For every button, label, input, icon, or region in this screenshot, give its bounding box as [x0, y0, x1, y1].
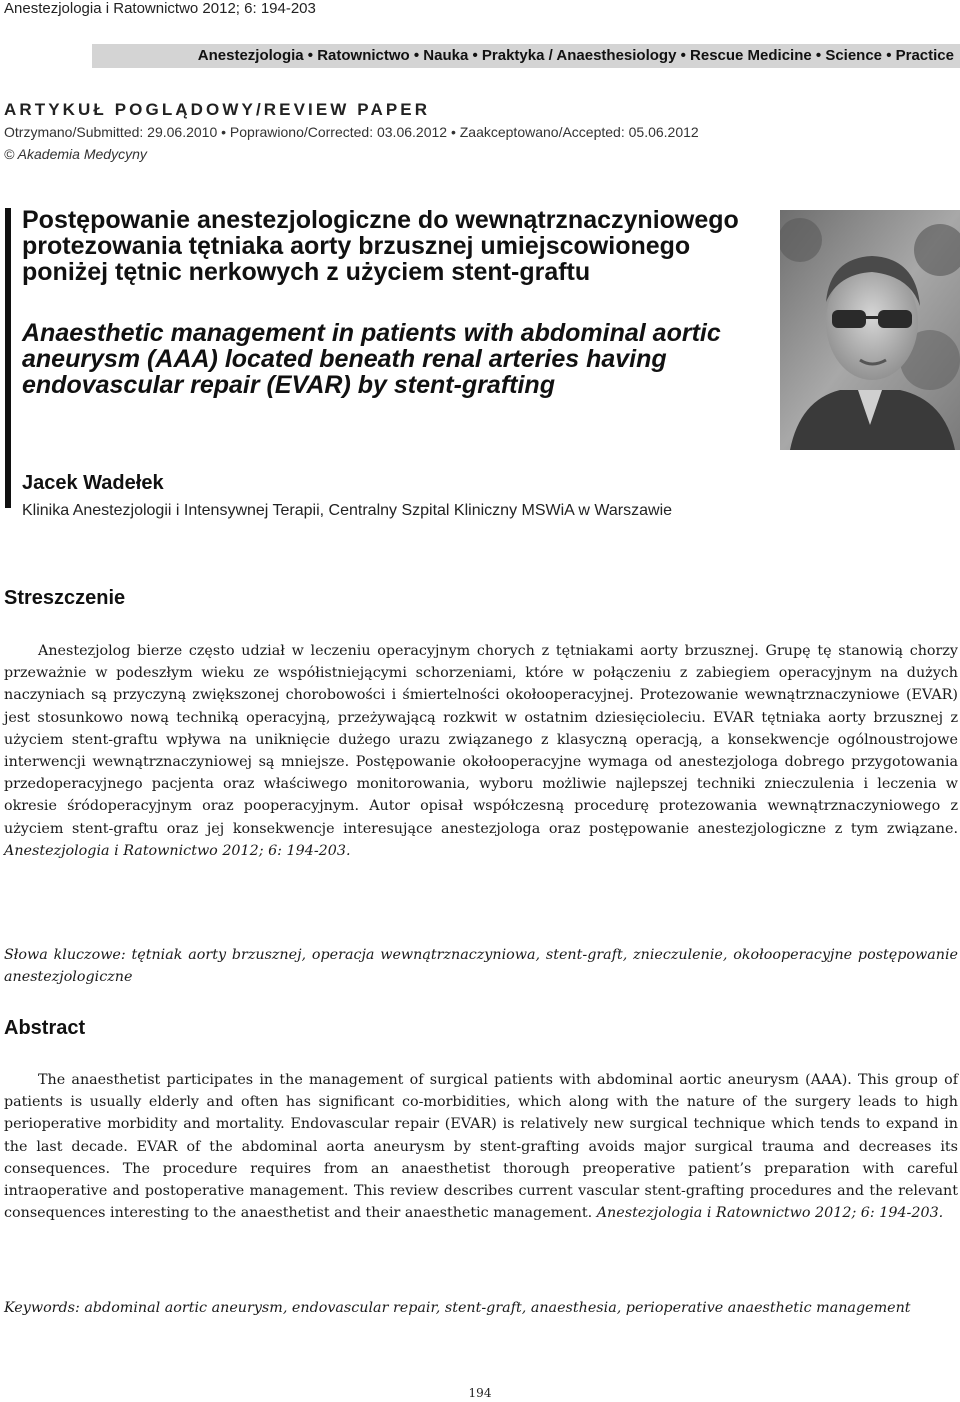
copyright-notice: © Akademia Medycyny — [4, 146, 147, 162]
article-type: ARTYKUŁ POGLĄDOWY/REVIEW PAPER — [4, 100, 431, 119]
page-number: 194 — [468, 1386, 492, 1400]
title-accent-bar — [5, 208, 11, 508]
streszczenie-text: Anestezjolog bierze często udział w leczeniu operacyjnym chorych z tętniakami aorty brzusznej. Grupę tę stanowią chorzy przeważnie w podeszłym wieku ze współistniejącymi schorzeniami, które w połączeniu z zabiegiem operacyjnym na dużych naczyniach są przyczyną zwiększonej chorobowości i śmiertelności okołooperacyjnej. Protezowanie wewnątrznaczyniowe (EVAR) jest stosunkowo nową techniką operacyjną, przeżywającą rozkwit w ostatnim dziesięcioleciu. EVAR tętniaka aorty brzusznej z użyciem stent-graftu wpływa na uniknięcie dużego urazu związanego z klasyczną operacją, a konsekwencje ogólnoustrojowe interwencji wewnątrznaczyniowej są mniejsze. Postępowanie okołooperacyjne wymaga od anestezjologa dobrego przygotowania przedoperacyjnego pacjenta oraz właściwego monitorowania, wyboru możliwie najlepszej techniki znieczulenia i leczenia w okresie śródoperacyjnym oraz pooperacyjnym. Autor opisał współczesną procedurę protezowania wewnątrznaczyniowego z użyciem stent-graftu oraz jej konsekwencje interesujące anestezjologa oraz postępowanie anestezjologiczne z tym związane. — [4, 643, 958, 837]
author-name: Jacek Wadełek — [22, 472, 164, 494]
section-heading-streszczenie: Streszczenie — [4, 587, 126, 609]
author-photo — [780, 210, 960, 450]
journal-citation: Anestezjologia i Ratownictwo 2012; 6: 194-203 — [4, 0, 316, 17]
streszczenie-citation: Anestezjologia i Ratownictwo 2012; 6: 194-203. — [4, 842, 351, 859]
keywords-polish: Słowa kluczowe: tętniak aorty brzusznej, operacja wewnątrznaczyniowa, stent-graft, znieczulenie, okołooperacyjne postępowanie anestezjologiczne — [4, 947, 958, 986]
section-heading-abstract: Abstract — [4, 1017, 86, 1039]
submission-dates: Otrzymano/Submitted: 29.06.2010 • Poprawiono/Corrected: 03.06.2012 • Zaakceptowano/Accepted: 05.06.2012 — [4, 124, 699, 140]
journal-banner: Anestezjologia • Ratownictwo • Nauka • Praktyka / Anaesthesiology • Rescue Medicine • Science • Practice — [92, 44, 960, 68]
title-polish: Postępowanie anestezjologiczne do wewnątrznaczyniowego protezowania tętniaka aorty brzusznej umiejscowionego poniżej tętnic nerkowych z użyciem stent-graftu — [22, 206, 739, 286]
abstract-citation: Anestezjologia i Ratownictwo 2012; 6: 194-203. — [596, 1205, 944, 1222]
title-english: Anaesthetic management in patients with abdominal aortic aneurysm (AAA) located beneath renal arteries having endovascular repair (EVAR) by stent-grafting — [22, 319, 721, 399]
keywords-english: Keywords: abdominal aortic aneurysm, endovascular repair, stent-graft, anaesthesia, perioperative anaesthetic management — [4, 1300, 911, 1316]
author-portrait-image — [780, 210, 960, 450]
abstract-text: The anaesthetist participates in the management of surgical patients with abdominal aortic aneurysm (AAA). This group of patients is usually elderly and often has significant co-morbidities, which along with the nature of the surgery leads to high perioperative morbidity and mortality. Endovascular repair (EVAR) is relatively new surgical technique which tends to expand in the last decade. EVAR of the abdominal aorta aneurysm by stent-grafting avoids major surgical trauma and decreases its consequences. The procedure requires from an anaesthetist thorough preoperative patient’s preparation with careful intraoperative and postoperative management. This review describes current vascular stent-grafting procedures and the relevant consequences interesting to the anaesthetist and their anaesthetic management. — [4, 1072, 958, 1222]
author-affiliation: Klinika Anestezjologii i Intensywnej Terapii, Centralny Szpital Kliniczny MSWiA w Warszawie — [22, 502, 673, 519]
abstract-body — [4, 1069, 958, 1224]
streszczenie-body — [4, 640, 958, 862]
